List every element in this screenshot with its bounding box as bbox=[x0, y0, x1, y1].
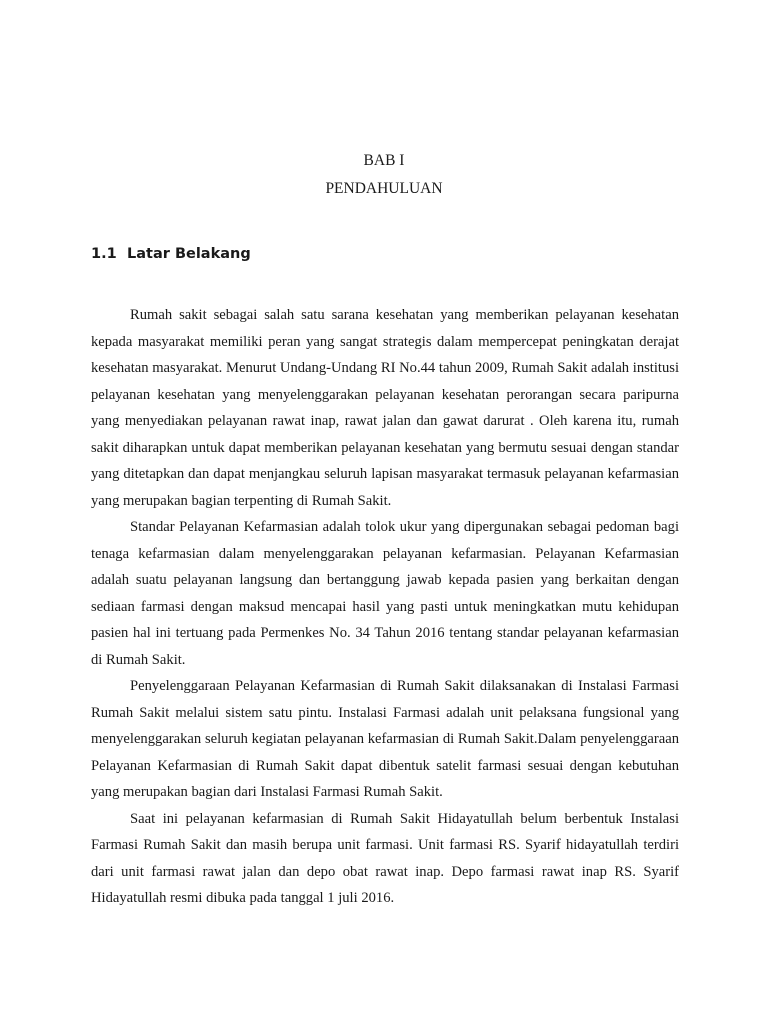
paragraph: Rumah sakit sebagai salah satu sarana kesehatan yang memberikan pelayanan kesehatan kepada masyarakat memiliki peran yang sangat strategis dalam mempercepat peningkatan derajat kesehatan masyarakat. Menurut Undang-Undang RI No.44 tahun 2009, Rumah Sakit adalah institusi pelayanan kesehatan yang menyelenggarakan pelayanan kesehatan perorangan secara paripurna yang menyediakan pelayanan rawat inap, rawat jalan dan gawat darurat . Oleh karena itu, rumah sakit diharapkan untuk dapat memberikan pelayanan kesehatan yang bermutu sesuai dengan standar yang ditetapkan dan dapat menjangkau seluruh lapisan masyarakat termasuk pelayanan kefarmasian yang merupakan bagian terpenting di Rumah Sakit. bbox=[91, 307, 679, 509]
body-text bbox=[91, 302, 679, 912]
chapter-title: PENDAHULUAN bbox=[325, 180, 443, 197]
paragraph: Saat ini pelayanan kefarmasian di Rumah Sakit Hidayatullah belum berbentuk Instalasi Farmasi Rumah Sakit dan masih berupa unit farmasi. Unit farmasi RS. Syarif hidayatullah terdiri dari unit farmasi rawat jalan dan depo obat rawat inap. Depo farmasi rawat inap RS. Syarif Hidayatullah resmi dibuka pada tanggal 1 juli 2016. bbox=[91, 810, 679, 906]
chapter-number: BAB I bbox=[363, 152, 405, 169]
section-title: Latar Belakang bbox=[127, 246, 251, 262]
paragraph: Standar Pelayanan Kefarmasian adalah tolok ukur yang dipergunakan sebagai pedoman bagi tenaga kefarmasian dalam menyelenggarakan pelayanan kefarmasian. Pelayanan Kefarmasian adalah suatu pelayanan langsung dan bertanggung jawab kepada pasien yang berkaitan dengan sediaan farmasi dengan maksud mencapai hasil yang pasti untuk meningkatkan mutu kehidupan pasien hal ini tertuang pada Permenkes No. 34 Tahun 2016 tentang standar pelayanan kefarmasian di Rumah Sakit. bbox=[91, 519, 679, 668]
section-heading bbox=[91, 246, 251, 262]
paragraph: Penyelenggaraan Pelayanan Kefarmasian di Rumah Sakit dilaksanakan di Instalasi Farmasi Rumah Sakit melalui sistem satu pintu. Instalasi Farmasi adalah unit pelaksana fungsional yang menyelenggarakan seluruh kegiatan pelayanan kefarmasian di Rumah Sakit.Dalam penyelenggaraan Pelayanan Kefarmasian di Rumah Sakit dapat dibentuk satelit farmasi sesuai dengan kebutuhan yang merupakan bagian dari Instalasi Farmasi Rumah Sakit. bbox=[91, 678, 679, 800]
section-number: 1.1 bbox=[91, 246, 117, 262]
